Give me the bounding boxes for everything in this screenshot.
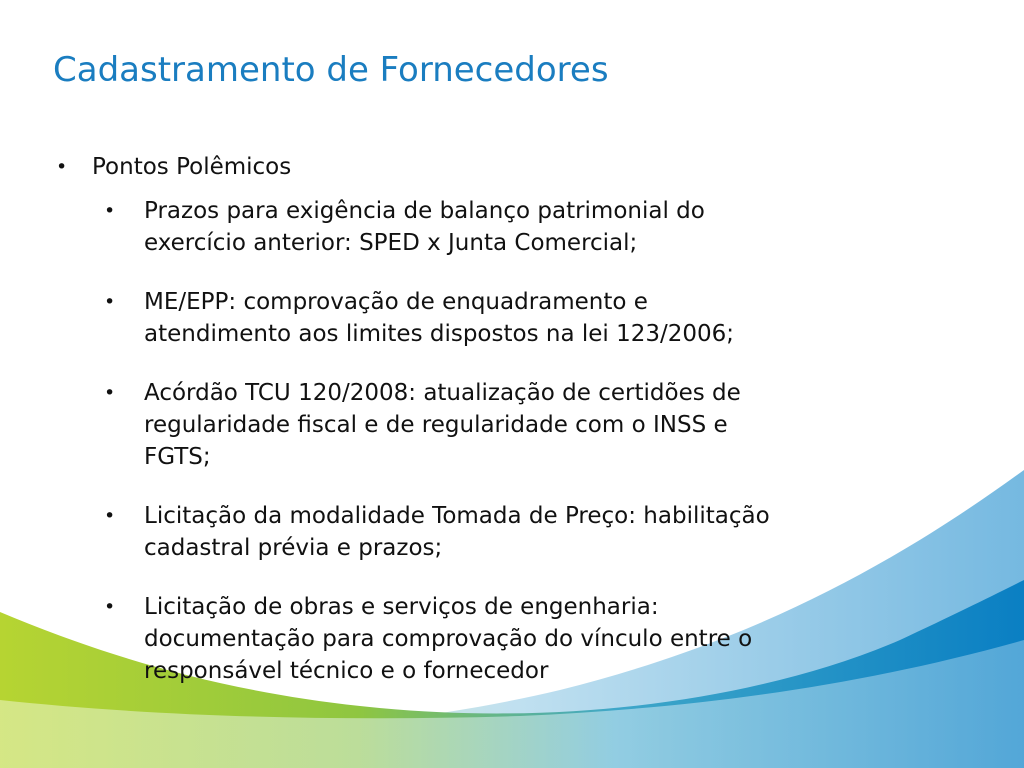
bullet-dot: • [104, 596, 116, 618]
sub-bullet-line: atendimento aos limites dispostos na lei 123/2006; [144, 321, 735, 347]
sub-bullet [104, 500, 924, 564]
sub-bullet-line: Licitação de obras e serviços de engenharia: [144, 594, 659, 620]
sub-bullet [104, 286, 924, 350]
sub-bullet-line: responsável técnico e o fornecedor [144, 658, 549, 684]
sub-bullet-line: Licitação da modalidade Tomada de Preço: habilitação [144, 503, 770, 529]
sub-bullet-line: cadastral prévia e prazos; [144, 535, 443, 561]
bullet-dot: • [104, 200, 116, 222]
sub-bullet [104, 195, 924, 259]
sub-bullet-line: exercício anterior: SPED x Junta Comercial; [144, 230, 638, 256]
sub-bullet [104, 591, 924, 687]
sub-bullet-line: regularidade fiscal e de regularidade com o INSS e [144, 412, 728, 438]
sub-bullet [104, 377, 924, 473]
main-bullet-label: Pontos Polêmicos [92, 154, 292, 180]
sub-bullet-line: ME/EPP: comprovação de enquadramento e [144, 289, 648, 315]
sub-bullet-line: Acórdão TCU 120/2008: atualização de certidões de [144, 380, 741, 406]
bullet-dot: • [104, 382, 116, 404]
bullet-dot: • [104, 291, 116, 313]
sub-bullet-line: Prazos para exigência de balanço patrimonial do [144, 198, 705, 224]
slide-title: Cadastramento de Fornecedores [53, 50, 609, 90]
bullet-dot: • [104, 505, 116, 527]
sub-bullet-line: FGTS; [144, 444, 211, 470]
sub-bullet-list [104, 195, 924, 714]
bullet-dot: • [56, 156, 68, 178]
sub-bullet-line: documentação para comprovação do vínculo entre o [144, 626, 753, 652]
